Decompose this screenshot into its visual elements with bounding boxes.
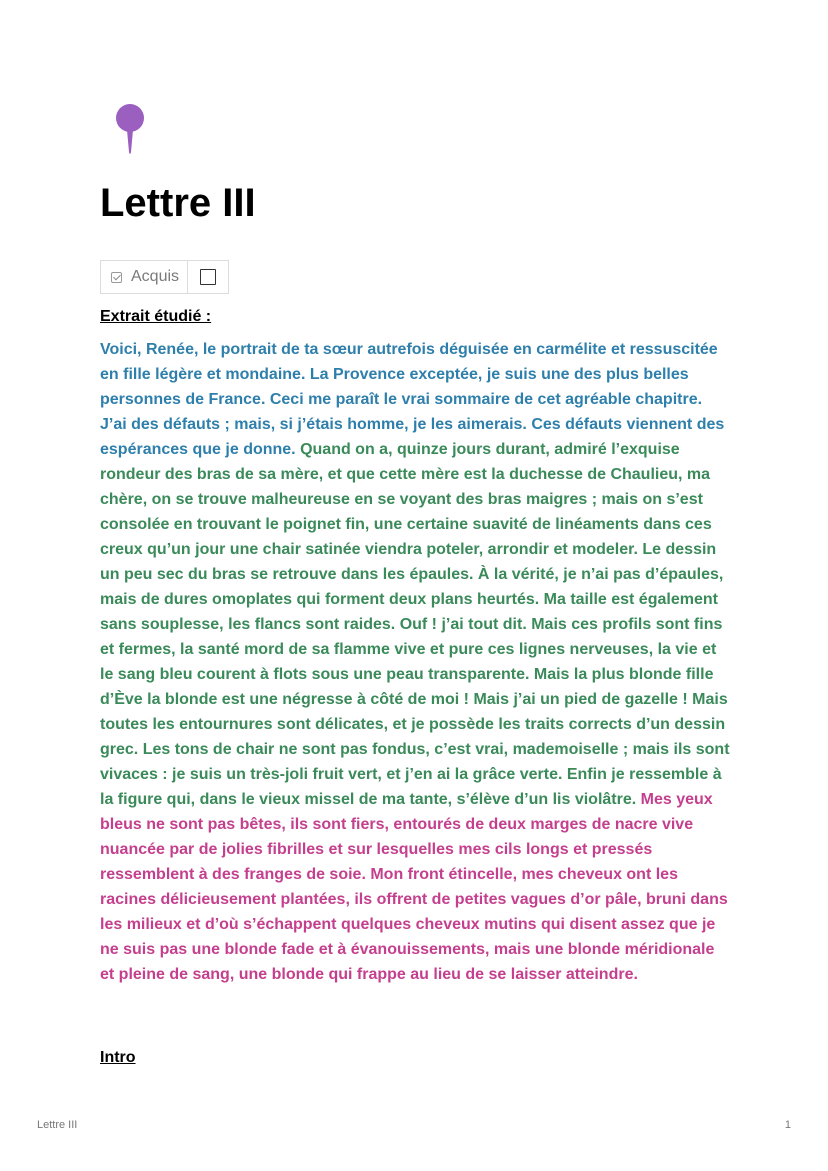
passage-segment-green: Quand on a, quinze jours durant, admiré l’exquise rondeur des bras de sa mère, et que cette mère est la duchesse de Chaulieu, ma chère, on se trouve malheureuse en se voyant des bras maigres ; mais on s’est consolée en trouvant le poignet fin, une certaine suavité de linéaments dans ces creux qu’un jour une chair satinée viendra poteler, arrondir et modeler. Le dessin un peu sec du bras se retrouve dans les épaules. À la vérité, je n’ai pas d’épaules, mais de dures omoplates qui forment deux plans heurtés. Ma taille est également sans souplesse, les flancs sont raides. Ouf ! j’ai tout dit. Mais ces profils sont fins et fermes, la santé mord de sa flamme vive et pure ces lignes nerveuses, la vie et le sang bleu courent à flots sous une peau transparente. Mais la plus blonde fille d’Ève la blonde est une négresse à côté de moi ! Mais j’ai un pied de gazelle ! Mais toutes les entournures sont délicates, et je possède les traits corrects d’un dessin grec. Les tons de chair ne sont pas fondus, c’est vrai, mademoiselle ; mais ils sont vivaces : je suis un très-joli fruit vert, et j’en ai la grâce verte. Enfin je ressemble à la figure qui, dans le vieux missel de ma tante, s’élève d’un lis violâtre. xyxy=(100,441,730,808)
property-value-cell[interactable] xyxy=(188,261,228,293)
passage-segment-pink: Mes yeux bleus ne sont pas bêtes, ils sont fiers, entourés de deux marges de nacre vive nuancée par de jolies fibrilles et sur lesquelles mes cils longs et pressés ressemblent à des franges de soie. Mon front étincelle, mes cheveux ont les racines délicieusement plantées, ils offrent de petites vagues d’or pâle, bruni dans les milieux et d’où s’échappent quelques cheveux mutins qui disent assez que je ne suis pas une blonde fade et à évanouissements, mais une blonde méridionale et pleine de sang, une blonde qui frappe au lieu de se laisser atteindre. xyxy=(100,791,728,983)
property-name-cell xyxy=(101,261,188,293)
footer-title: Lettre III xyxy=(37,1119,78,1131)
property-row-acquis xyxy=(100,260,229,294)
extrait-heading: Extrait étudié : xyxy=(100,308,212,325)
passage-segment-blue: Voici, Renée, le portrait de ta sœur autrefois déguisée en carmélite et ressuscitée en fille légère et mondaine. La Provence exceptée, je suis une des plus belles personnes de France. Ceci me paraît le vrai sommaire de cet agréable chapitre. J’ai des défauts ; mais, si j’étais homme, je les aimerais. Ces défauts viennent des espérances que je donne. xyxy=(100,341,725,458)
page-title: Lettre III xyxy=(100,181,256,225)
intro-heading: Intro xyxy=(100,1049,136,1066)
acquis-checkbox[interactable] xyxy=(200,269,216,285)
checkbox-property-icon xyxy=(111,272,122,283)
pushpin-icon xyxy=(115,104,145,156)
page-number: 1 xyxy=(784,1119,791,1131)
extract-passage xyxy=(100,337,730,987)
property-label: Acquis xyxy=(131,268,180,285)
